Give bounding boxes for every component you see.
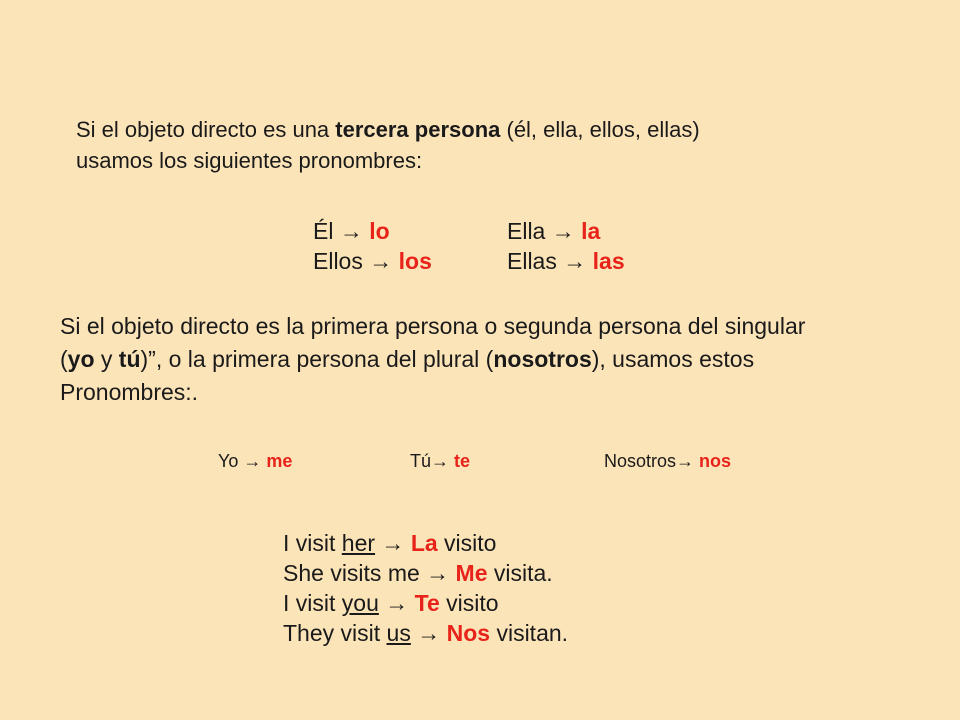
first-second-pronoun-row (218, 450, 731, 472)
intro-first-second-person-text (60, 310, 940, 409)
pronoun-te: te (454, 451, 471, 471)
example-line: They visit us → Nos visitan. (283, 620, 569, 646)
example-line: She visits me → Me visita. (283, 560, 553, 586)
term-nosotros: nosotros (493, 346, 592, 372)
example-sentences (283, 528, 568, 648)
example-line: I visit her → La visito (283, 530, 497, 556)
pronoun-pair-tu: Tú→ te (410, 451, 471, 471)
intro-first-line-1: Si el objeto directo es la primera persona o segunda persona del singular (60, 313, 806, 339)
pronoun-pair-yo: Yo → me (218, 451, 293, 471)
example-line: I visit you → Te visito (283, 590, 499, 616)
pronoun-pair-ellos: Ellos → los (313, 248, 432, 274)
pronoun-nos: nos (699, 451, 732, 471)
intro-third-line-1: Si el objeto directo es una tercera persona (él, ella, ellos, ellas) (76, 117, 700, 142)
term-tu: tú (118, 346, 141, 372)
intro-first-line-3: Pronombres:. (60, 379, 199, 405)
term-yo: yo (67, 346, 95, 372)
term-tercera-persona: tercera persona (335, 117, 501, 142)
pronoun-row (313, 246, 625, 276)
pronoun-la: la (581, 218, 601, 244)
pronoun-pair-ella: Ella → la (507, 218, 601, 244)
pronoun-me: me (266, 451, 293, 471)
pronoun-row (313, 216, 625, 246)
intro-first-line-2: (yo y tú)”, o la primera persona del plural (nosotros), usamos estos (60, 346, 755, 372)
pronoun-pair-ellas: Ellas → las (507, 248, 625, 274)
pronoun-pair-nosotros: Nosotros→ nos (604, 451, 732, 471)
pronoun-lo: lo (369, 218, 390, 244)
intro-third-line-2: usamos los siguientes pronombres: (76, 148, 423, 173)
pronoun-los: los (398, 248, 432, 274)
pronoun-las: las (592, 248, 625, 274)
pronoun-pair-el: Él → lo (313, 218, 390, 244)
intro-third-person-text (76, 114, 876, 176)
third-person-pronoun-table (313, 216, 625, 276)
